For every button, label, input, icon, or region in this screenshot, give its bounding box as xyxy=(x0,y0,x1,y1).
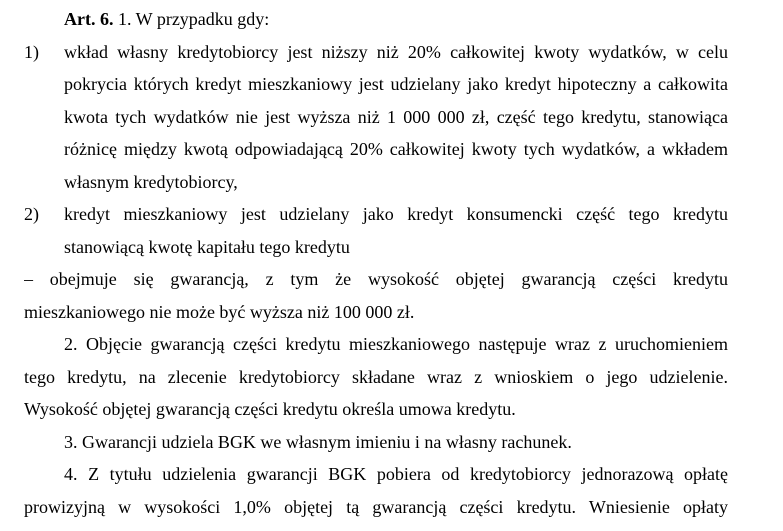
text-line: tego kredytu, na zlecenie kredytobiorcy składane wraz z wnioskiem o jego udzielenie. xyxy=(24,366,728,387)
list-item-2 xyxy=(24,198,728,263)
list-item-1 xyxy=(24,36,728,199)
item-line: stanowiącą kwotę kapitału tego kredytu xyxy=(64,236,350,257)
item-line: własnym kredytobiorcy, xyxy=(64,171,238,192)
item-line: pokrycia których kredyt mieszkaniowy jest udzielany jako kredyt hipoteczny a całkowita xyxy=(64,74,728,94)
list-number: 1) xyxy=(24,41,39,62)
text-line: 2. Objęcie gwarancją części kredytu mieszkaniowego następuje wraz z uruchomieniem xyxy=(64,334,728,354)
item-line: wkład własny kredytobiorcy jest niższy niż 20% całkowitej kwoty wydatków, w celu xyxy=(64,41,728,62)
paragraph-1-closing xyxy=(24,263,728,328)
paragraph-2 xyxy=(24,328,728,426)
text-line: prowizyjną w wysokości 1,0% objętej tą gwarancją części kredytu. Wniesienie opłaty xyxy=(24,496,728,517)
text-line: Wysokość objętej gwarancją części kredytu określa umowa kredytu. xyxy=(24,399,516,419)
paragraph-1-intro: 1. W przypadku gdy: xyxy=(117,9,270,29)
paragraph-3: 3. Gwarancji udziela BGK we własnym imieniu i na własny rachunek. xyxy=(64,431,572,452)
document-body xyxy=(24,3,728,523)
article-heading xyxy=(24,3,728,36)
text-line: 4. Z tytułu udzielenia gwarancji BGK pobiera od kredytobiorcy jednorazową opłatę xyxy=(64,464,728,484)
item-line: kwota tych wydatków nie jest wyższa niż 1 000 000 zł, część tego kredytu, stanowiąca xyxy=(64,106,728,127)
text-line: – obejmuje się gwarancją, z tym że wysokość objętej gwarancją części kredytu xyxy=(24,269,728,289)
item-line: kredyt mieszkaniowy jest udzielany jako kredyt konsumencki część tego kredytu xyxy=(64,204,728,224)
text-line: mieszkaniowego nie może być wyższa niż 100 000 zł. xyxy=(24,301,415,322)
paragraph-4 xyxy=(24,458,728,523)
article-label: Art. 6. xyxy=(64,9,114,29)
item-line: różnicę między kwotą odpowiadającą 20% całkowitej kwoty tych wydatków, a wkładem xyxy=(64,139,728,159)
list-number: 2) xyxy=(24,204,39,224)
